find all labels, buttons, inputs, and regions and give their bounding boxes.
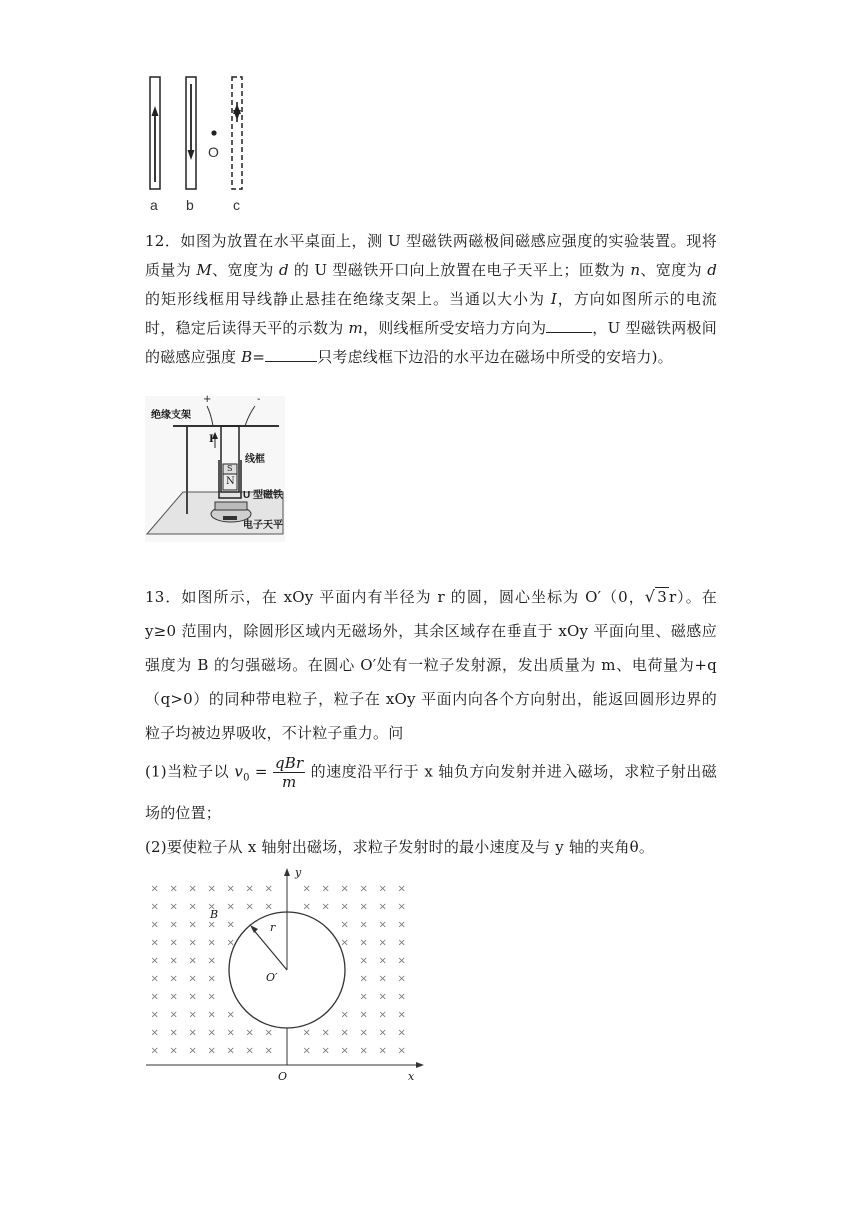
plus-label: + xyxy=(203,394,212,405)
field-cross: × xyxy=(359,1027,368,1039)
field-cross: × xyxy=(188,901,197,913)
pole-n-label: N xyxy=(226,476,235,487)
label-o: O xyxy=(208,144,219,160)
field-cross: × xyxy=(264,1027,273,1039)
field-cross: × xyxy=(302,883,311,895)
label-c: c xyxy=(233,197,240,213)
field-cross: × xyxy=(169,973,178,985)
field-cross: × xyxy=(226,1027,235,1039)
field-cross: × xyxy=(359,1009,368,1021)
field-cross: × xyxy=(169,883,178,895)
field-cross: × xyxy=(378,919,387,931)
field-cross: × xyxy=(207,955,216,967)
field-cross: × xyxy=(169,1045,178,1057)
field-cross: × xyxy=(321,883,330,895)
field-cross: × xyxy=(397,991,406,1003)
field-cross: × xyxy=(245,1027,254,1039)
field-cross: × xyxy=(169,1027,178,1039)
field-cross: × xyxy=(207,901,216,913)
field-cross: × xyxy=(207,937,216,949)
x-axis-arrow-icon xyxy=(416,1062,424,1068)
apparatus-figure xyxy=(145,396,285,542)
field-cross: × xyxy=(188,1045,197,1057)
field-cross: × xyxy=(207,991,216,1003)
field-cross: × xyxy=(150,901,159,913)
field-cross: × xyxy=(188,1027,197,1039)
question-13-part2: (2)要使粒子从 x 轴射出磁场，求粒子发射时的最小速度及与 y 轴的夹角θ。 xyxy=(145,837,655,856)
field-cross: × xyxy=(169,937,178,949)
magnet-label: U 型磁铁 xyxy=(243,490,283,501)
field-cross: × xyxy=(207,1009,216,1021)
question-12-text: 12．如图为放置在水平桌面上，测 U 型磁铁两磁极间磁感应强度的实验装置。现将质量为 M、宽度为 d 的 U 型磁铁开口向上放置在电子天平上；匝数为 n、宽度为 d 的矩形线框用导线静止悬挂在绝缘支架上。当通以大小为 I，方向如图所示的电流时，稳定后读得天平的示数为 m，则线框所受安培力方向为 ，U 型磁铁两极间的磁感应强度 B= 只考虑线框下边沿的水平边在磁场中所受的安培力)。 xyxy=(145,232,717,366)
field-cross: × xyxy=(378,1045,387,1057)
field-cross: × xyxy=(226,919,235,931)
field-cross: × xyxy=(188,937,197,949)
field-cross: × xyxy=(397,901,406,913)
y-label: y xyxy=(295,866,302,879)
field-cross: × xyxy=(378,901,387,913)
field-cross: × xyxy=(340,919,349,931)
field-cross: × xyxy=(302,901,311,913)
field-cross: × xyxy=(245,883,254,895)
field-cross: × xyxy=(378,991,387,1003)
field-cross: × xyxy=(245,901,254,913)
field-cross: × xyxy=(397,1027,406,1039)
question-13-part1: (1)当粒子以 $v_0$ = qBr m 的速度沿平行于 x 轴负方向发射并进入磁场，求粒子射出磁场的位置； xyxy=(145,754,717,822)
field-cross: × xyxy=(359,991,368,1003)
field-cross: × xyxy=(378,955,387,967)
field-cross: × xyxy=(359,973,368,985)
field-cross: × xyxy=(397,973,406,985)
field-cross: × xyxy=(378,1027,387,1039)
field-label: B xyxy=(210,908,219,921)
center-label: O′ xyxy=(266,971,278,984)
field-cross: × xyxy=(188,919,197,931)
field-cross: × xyxy=(207,973,216,985)
minus-label: - xyxy=(257,394,261,405)
current-label: I xyxy=(209,434,214,445)
field-cross: × xyxy=(150,937,159,949)
arrow-down-icon xyxy=(188,150,195,160)
field-cross: × xyxy=(207,883,216,895)
field-cross: × xyxy=(188,883,197,895)
field-cross: × xyxy=(321,1045,330,1057)
balance-label: 电子天平 xyxy=(243,520,283,531)
field-cross: × xyxy=(359,883,368,895)
fraction: qBr m xyxy=(274,754,304,791)
field-cross: × xyxy=(169,1009,178,1021)
point-o-dot xyxy=(211,130,216,135)
field-cross: × xyxy=(340,1009,349,1021)
field-cross: × xyxy=(226,883,235,895)
label-b: b xyxy=(186,197,194,213)
rods-diagram xyxy=(140,72,260,217)
field-cross: × xyxy=(150,883,159,895)
field-cross: × xyxy=(302,1027,311,1039)
answer-blank-b[interactable] xyxy=(265,347,317,362)
field-cross: × xyxy=(397,1009,406,1021)
field-cross: × xyxy=(150,1027,159,1039)
field-cross: × xyxy=(226,937,235,949)
field-cross: × xyxy=(188,991,197,1003)
field-cross: × xyxy=(264,1045,273,1057)
question-13 xyxy=(145,580,717,864)
field-cross: × xyxy=(207,1045,216,1057)
field-cross: × xyxy=(169,955,178,967)
arrow-down-icon xyxy=(233,110,241,120)
question-12 xyxy=(145,227,717,372)
field-cross: × xyxy=(207,1027,216,1039)
field-cross: × xyxy=(397,919,406,931)
field-cross: × xyxy=(150,919,159,931)
answer-blank-direction[interactable] xyxy=(546,318,592,333)
field-cross: × xyxy=(169,901,178,913)
field-figure xyxy=(140,866,430,1086)
field-cross: × xyxy=(226,901,235,913)
question-number: 12． xyxy=(145,232,181,250)
field-cross: × xyxy=(226,1045,235,1057)
field-cross: × xyxy=(340,883,349,895)
field-cross: × xyxy=(397,883,406,895)
field-cross: × xyxy=(397,955,406,967)
field-cross: × xyxy=(150,991,159,1003)
field-cross: × xyxy=(150,973,159,985)
rod-c xyxy=(232,77,242,189)
field-cross: × xyxy=(169,919,178,931)
rods-figure xyxy=(140,72,260,217)
field-cross: × xyxy=(340,1045,349,1057)
question-number: 13． xyxy=(145,588,182,606)
field-cross: × xyxy=(340,1027,349,1039)
field-cross: × xyxy=(321,1027,330,1039)
label-a: a xyxy=(150,197,158,213)
field-cross: × xyxy=(150,1009,159,1021)
field-cross: × xyxy=(264,883,273,895)
origin-label: O xyxy=(278,1070,288,1083)
field-cross: × xyxy=(245,1045,254,1057)
field-cross: × xyxy=(359,901,368,913)
field-cross: × xyxy=(378,937,387,949)
question-13-text: 13．如图所示，在 xOy 平面内有半径为 r 的圆，圆心坐标为 O′（0，√ 3 r）。在 y≥0 范围内，除圆形区域内无磁场外，其余区域存在垂直于 xOy 平面向里、磁感应强度为 B 的匀强磁场。在圆心 O′处有一粒子发射源，发出质量为 m、电荷量为+q（q>0）的同种带电粒子，粒子在 xOy 平面内向各个方向射出，能返回圆形边界的粒子均被边界吸收，不计粒子重力。问 xyxy=(145,587,717,742)
field-cross: × xyxy=(359,1045,368,1057)
field-cross: × xyxy=(226,1009,235,1021)
field-cross: × xyxy=(321,901,330,913)
field-cross: × xyxy=(188,1009,197,1021)
frame-label: 线框 xyxy=(245,454,265,465)
field-cross: × xyxy=(150,955,159,967)
arrow-up-icon xyxy=(152,106,159,116)
field-cross: × xyxy=(397,937,406,949)
field-cross: × xyxy=(169,991,178,1003)
field-cross: × xyxy=(359,955,368,967)
sqrt-symbol: √ xyxy=(644,587,656,606)
support-label: 绝缘支架 xyxy=(151,410,191,421)
field-cross: × xyxy=(359,919,368,931)
field-cross: × xyxy=(378,1009,387,1021)
field-cross: × xyxy=(150,1045,159,1057)
field-cross: × xyxy=(378,883,387,895)
field-cross: × xyxy=(264,901,273,913)
field-cross: × xyxy=(207,919,216,931)
field-cross: × xyxy=(359,937,368,949)
field-cross: × xyxy=(302,1045,311,1057)
field-cross: × xyxy=(378,973,387,985)
field-cross: × xyxy=(188,973,197,985)
field-cross: × xyxy=(397,1045,406,1057)
field-cross: × xyxy=(340,937,349,949)
pole-s-label: S xyxy=(227,464,233,473)
field-cross: × xyxy=(340,901,349,913)
field-cross: × xyxy=(188,955,197,967)
x-label: x xyxy=(408,1070,415,1083)
field-diagram xyxy=(140,866,430,1086)
radius-label: r xyxy=(270,921,276,934)
